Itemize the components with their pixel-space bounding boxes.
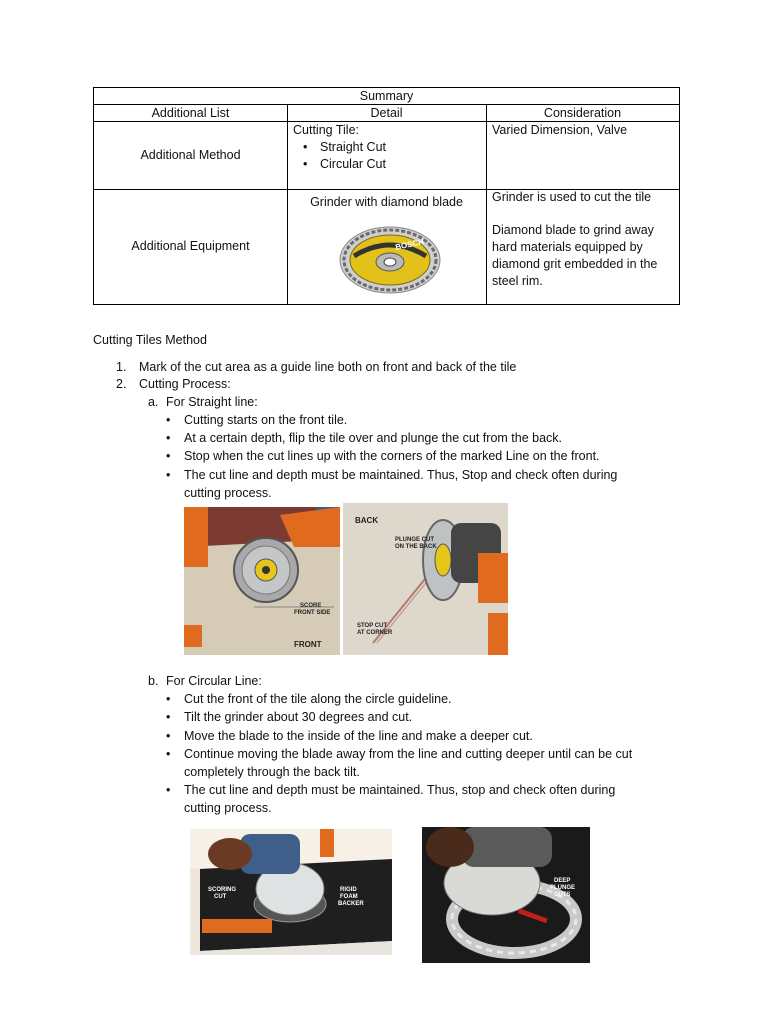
scoring-label-2: CUT	[214, 894, 227, 900]
sub-b-bullet-3: • Move the blade to the inside of the line and make a deeper cut.	[184, 728, 533, 745]
text-line: diamond grit embedded in the	[492, 257, 658, 271]
plunge-label-2: ON THE BACK	[395, 544, 437, 550]
sub-a-bullet-4: • The cut line and depth must be maintained. Thus, Stop and check often during	[184, 467, 617, 484]
stop-label-1: STOP CUT	[357, 623, 388, 629]
sub-b-bullet-5: • The cut line and depth must be maintained. Thus, stop and check often during	[184, 782, 615, 799]
row1-detail-list	[293, 139, 483, 173]
foam-label-3: BACKER	[338, 901, 364, 907]
sub-b-bullet-2: • Tilt the grinder about 30 degrees and cut.	[184, 709, 412, 726]
row2-consideration-1: Grinder is used to cut the tile	[492, 190, 652, 204]
deep-label-3: CUTS	[554, 892, 571, 898]
back-label: BACK	[355, 516, 379, 525]
row1-consideration: Varied Dimension, Valve	[492, 123, 628, 137]
list-item: • Circular Cut	[293, 156, 483, 173]
section-title: Cutting Tiles Method	[93, 333, 207, 347]
row1-detail-heading: Cutting Tile:	[293, 123, 360, 137]
list-item: • Straight Cut	[293, 139, 483, 156]
blade-brand-label: BOSCH	[394, 237, 425, 252]
sub-b-bullet-1: • Cut the front of the tile along the circle guideline.	[184, 691, 452, 708]
sub-b-bullet-4-cont: completely through the back tilt.	[184, 765, 360, 779]
step-1-text: Mark of the cut area as a guide line both on front and back of the tile	[139, 360, 517, 374]
row1-detail	[293, 122, 483, 173]
deep-label-2: PLUNGE	[550, 885, 576, 891]
score-label: SCORE	[300, 603, 322, 609]
header-detail: Detail	[370, 106, 403, 120]
sub-a-bullet-3: • Stop when the cut lines up with the corners of the marked Line on the front.	[184, 448, 600, 465]
row2-consideration-2	[492, 222, 682, 290]
stop-label-2: AT CORNER	[357, 630, 393, 636]
circular-plunge-photo	[422, 827, 590, 963]
sub-b-label: b.	[148, 674, 159, 688]
text-line: hard materials equipped by	[492, 240, 643, 254]
header-additional-list: Additional List	[151, 106, 230, 120]
foam-label-2: FOAM	[340, 894, 358, 900]
row2-detail-heading: Grinder with diamond blade	[310, 195, 463, 209]
sub-a-bullet-4-cont: cutting process.	[184, 486, 272, 500]
straight-cut-back-photo	[343, 503, 508, 655]
header-consideration: Consideration	[543, 106, 622, 120]
sub-a-label: a.	[148, 395, 159, 409]
step-2-number: 2.	[116, 377, 127, 391]
diamond-blade-image	[338, 216, 442, 298]
sub-b-bullet-5-cont: cutting process.	[184, 801, 272, 815]
circular-scoring-photo	[190, 829, 392, 955]
foam-label-1: RIGID	[340, 887, 357, 893]
step-1-number: 1.	[116, 360, 127, 374]
row1-list: Additional Method	[140, 148, 241, 162]
sub-a-bullet-1: • Cutting starts on the front tile.	[184, 412, 347, 429]
front-label: FRONT	[294, 640, 322, 649]
plunge-label-1: PLUNGE CUT	[395, 537, 434, 543]
step-2-text: Cutting Process:	[139, 377, 231, 391]
sub-a-bullet-2: • At a certain depth, flip the tile over and plunge the cut from the back.	[184, 430, 562, 447]
sub-b-bullet-4: • Continue moving the blade away from the line and cutting deeper until can be cut	[184, 746, 632, 763]
deep-label-1: DEEP	[554, 878, 571, 884]
text-line: Diamond blade to grind away	[492, 223, 654, 237]
front-side-label: FRONT SIDE	[294, 610, 331, 616]
sub-b-title: For Circular Line:	[166, 674, 262, 688]
scoring-label-1: SCORING	[208, 887, 237, 893]
text-line: steel rim.	[492, 274, 543, 288]
row2-list: Additional Equipment	[131, 239, 250, 253]
straight-cut-front-photo	[184, 507, 340, 655]
summary-table	[93, 87, 680, 305]
sub-a-title: For Straight line:	[166, 395, 258, 409]
table-title: Summary	[359, 89, 414, 103]
